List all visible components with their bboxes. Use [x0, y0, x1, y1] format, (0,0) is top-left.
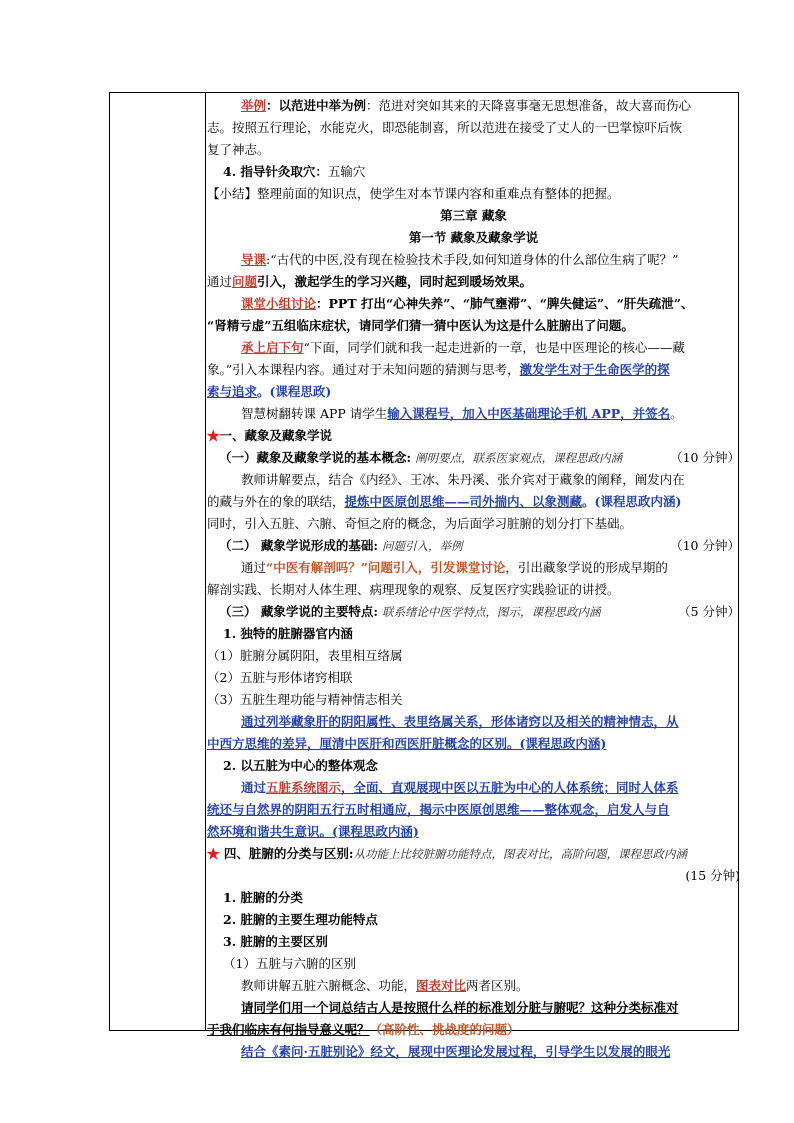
- list-item: 1. 独特的脏腑器官内涵: [223, 626, 353, 641]
- subheading-3: （三） 藏象学说的主要特点: 联系绪论中医学特点，图示，课程思政内涵 （5 分钟）: [219, 604, 740, 619]
- text-line: 承上启下句“下面，同学们就和我一起走进新的一章，也是中医理论的核心——藏: [241, 340, 685, 355]
- star-icon: ★: [207, 428, 220, 443]
- text-line: 举例：以范进中举为例：范进对突如其来的天降喜事毫无思想准备，故大喜而伤心: [241, 98, 692, 113]
- text-line: 4. 指导针灸取穴：五输穴: [223, 164, 366, 179]
- text-line: 通过问题引入，激起学生的学习兴趣，同时起到暖场效果。: [207, 274, 533, 289]
- section-title: 第一节 藏象及藏象学说: [408, 230, 539, 245]
- text-line: 通过五脏系统图示，全面、直观展现中医以五脏为中心的人体系统；同时人体系: [241, 780, 679, 795]
- list-item: （2）五脏与形体诸窍相联: [207, 670, 353, 685]
- chapter-title: 第三章 藏象: [440, 208, 507, 223]
- text-line: 请同学们用一个词总结古人是按照什么样的标准划分脏与腑呢？这种分类标准对: [241, 1000, 679, 1015]
- subheading-1: （一）藏象及藏象学说的基本概念: 阐明要点，联系医家观点，课程思政内涵 （10 分钟）: [219, 450, 740, 465]
- list-item: 1. 脏腑的分类: [223, 890, 303, 905]
- heading-1: ★一、藏象及藏象学说: [207, 428, 333, 443]
- text-line: 同时，引入五脏、六腑、奇恒之府的概念，为后面学习脏腑的划分打下基础。: [207, 516, 633, 531]
- text-line: 智慧树翻转课 APP 请学生输入课程号，加入中医基础理论手机 APP，并签名。: [241, 406, 683, 421]
- text-line: “肾精亏虚”五组临床症状，请同学们猜一猜中医认为这是什么脏腑出了问题。: [207, 318, 634, 333]
- subheading-2: （二） 藏象学说形成的基础: 问题引入，举例 （10 分钟）: [219, 538, 740, 553]
- column-divider: [205, 93, 206, 1030]
- star-icon: ★: [207, 846, 220, 861]
- text-line: 象。”引入本课程内容。通过对于未知问题的猜测与思考，激发学生对于生命医学的探: [207, 362, 670, 377]
- text-line: 通过列举藏象肝的阴阳属性、表里络属关系，形体诸窍以及相关的精神情志，从: [241, 714, 679, 729]
- list-item: （1）五脏与六腑的区别: [223, 956, 356, 971]
- time-label: (15 分钟): [685, 868, 740, 883]
- text-line: 于我们临床有何指导意义呢？（高阶性、挑战度的问题）: [207, 1022, 520, 1037]
- text-line: 课堂小组讨论：PPT 打出“心神失养”、“肺气壅滞”、“脾失健运”、“肝失疏泄”、: [241, 296, 694, 311]
- list-item: 2. 脏腑的主要生理功能特点: [223, 912, 378, 927]
- text-line: 中西方思维的差异，厘清中医肝和西医肝脏概念的区别。(课程思政内涵): [207, 736, 607, 751]
- text-line: 复了神志。: [207, 142, 270, 157]
- text-line: 志。按照五行理论，水能克火，即恐能制喜，所以范进在接受了丈人的一巴掌惊吓后恢: [207, 120, 683, 135]
- list-item: （1）脏腑分属阴阳，表里相互络属: [207, 648, 403, 663]
- text-line: 统还与自然界的阴阳五行五时相通应，揭示中医原创思维——整体观念，启发人与自: [207, 802, 670, 817]
- text-line: 解剖实践、长期对人体生理、病理现象的观察、反复医疗实践验证的讲授。: [207, 582, 620, 597]
- lesson-table: [109, 92, 740, 1059]
- text-line: 教师讲解要点，结合《内经》、王冰、朱丹溪、张介宾对于藏象的阐释，阐发内在: [241, 472, 685, 487]
- text-line: 的藏与外在的象的联结，提炼中医原创思维——司外揣内、以象测藏。(课程思政内涵): [207, 494, 682, 509]
- text-line: 教师讲解五脏六腑概念、功能，图表对比两者区别。: [241, 978, 529, 993]
- list-item: 2. 以五脏为中心的整体观念: [223, 758, 378, 773]
- text-line: 【小结】整理前面的知识点，使学生对本节课内容和重难点有整体的把握。: [207, 186, 620, 201]
- text-line: 结合《素问·五脏别论》经文，展现中医理论发展过程，引导学生以发展的眼光: [241, 1044, 671, 1059]
- list-item: （3）五脏生理功能与精神情志相关: [207, 692, 403, 707]
- text-line: 通过“中医有解剖吗？”问题引入，引发课堂讨论，引出藏象学说的形成早期的: [241, 560, 668, 575]
- heading-4: ★ 四、脏腑的分类与区别:从功能上比较脏腑功能特点，图表对比，高阶问题，课程思政内涵: [207, 846, 687, 861]
- text-line: 索与追求。(课程思政): [207, 384, 332, 399]
- text-line: 导课:“古代的中医,没有现在检验技术手段,如何知道身体的什么部位生病了呢？”: [241, 252, 679, 267]
- list-item: 3. 脏腑的主要区别: [223, 934, 328, 949]
- text-line: 然环境和谐共生意识。(课程思政内涵): [207, 824, 419, 839]
